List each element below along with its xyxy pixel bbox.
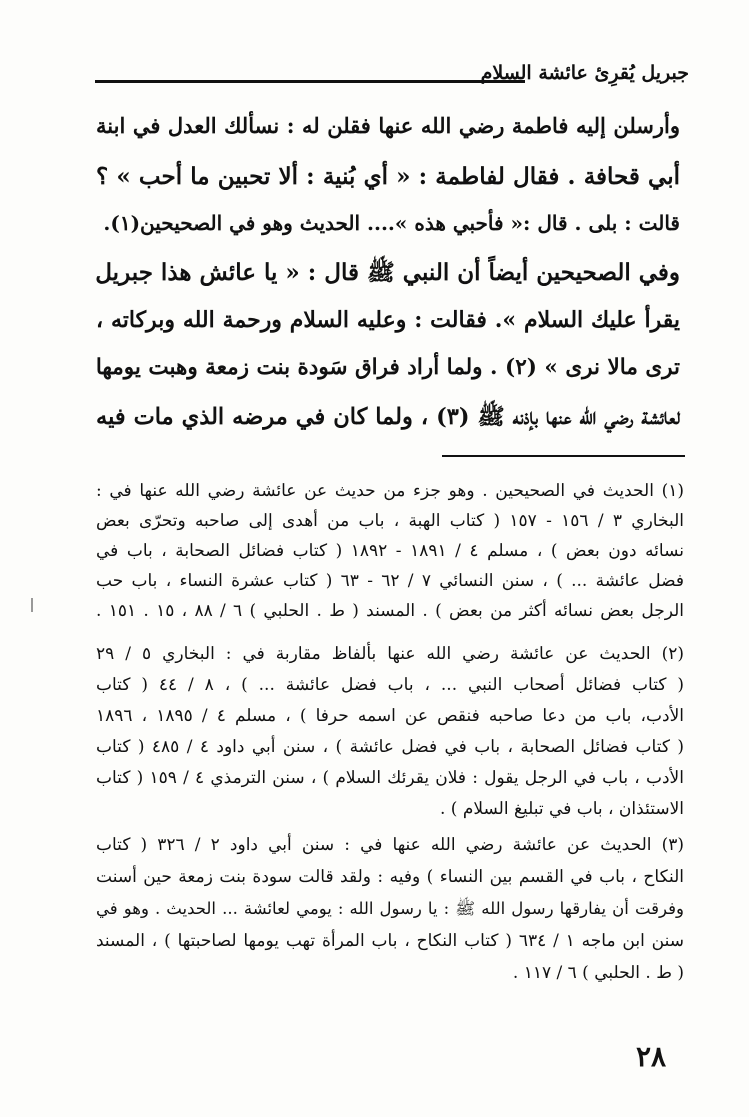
footnote-separator <box>442 455 685 457</box>
page-number: ٢٨ <box>636 1040 667 1073</box>
footnote-line: وفرقت أن يفارقها رسول الله ﷺ : يا رسول الله : يومي لعائشة ... الحديث . وهو في <box>96 899 684 918</box>
footnote-line: سنن ابن ماجه ١ / ٦٣٤ ( كتاب النكاح ، باب المرأة تهب يومها لصاحبتها ) ، المسند <box>96 931 684 951</box>
footnote-line: فضل عائشة ... ) ، سنن النسائي ٧ / ٦٢ - ٦٣ ( كتاب عشرة النساء ، باب حب <box>96 571 684 591</box>
footnote-line: الاستئذان ، باب في تبليغ السلام ) . <box>439 799 684 819</box>
footnote-line: ( كتاب فضائل أصحاب النبي ... ، باب فضل عائشة ... ) ، ٨ / ٤٤ ( كتاب <box>96 675 684 695</box>
footnote-line: (١) الحديث في الصحيحين . وهو جزء من حديث عن عائشة رضي الله عنها في : <box>96 481 684 501</box>
body-line: يقرأ عليك السلام ». فقالت : وعليه السلام ورحمة الله وبركاته ، <box>96 307 680 333</box>
footnote-line: البخاري ٣ / ١٥٦ - ١٥٧ ( كتاب الهبة ، باب من أهدى إلى صاحبه وتحرّى بعض <box>96 511 684 531</box>
footnote-line: ( كتاب فضائل الصحابة ، باب في فضل عائشة ) ، سنن أبي داود ٤ / ٤٨٥ ( كتاب <box>96 737 684 757</box>
footnote-line: نسائه دون بعض ) ، مسلم ٤ / ١٨٩١ - ١٨٩٢ ( كتاب فضائل الصحابة ، باب في <box>96 541 684 561</box>
body-line: ترى مالا نرى » (٢) . ولما أراد فراق سَودة بنت زمعة وهبت يومها <box>95 355 680 380</box>
footnote-line: الأدب، باب من دعا صاحبه فنقص عن اسمه حرفا ) ، مسلم ٤ / ١٨٩٥ ، ١٨٩٦ <box>96 706 684 726</box>
footnote-line: (٣) الحديث عن عائشة رضي الله عنها في : سنن أبي داود ٢ / ٣٢٦ ( كتاب <box>96 835 685 855</box>
body-line: وأرسلن إليه فاطمة رضي الله عنها فقلن له : نسألك العدل في ابنة <box>96 113 680 138</box>
body-line: قالت : بلى . قال :« فأحبي هذه ».... الحديث وهو في الصحيحين(١). <box>103 211 680 235</box>
margin-mark <box>31 598 33 612</box>
footnote-line: الأدب ، باب في الرجل يقول : فلان يقرئك السلام ) ، سنن الترمذي ٤ / ١٥٩ ( كتاب <box>96 768 684 788</box>
running-header-title: جبريل يُقرِئ عائشة السلام <box>480 62 689 84</box>
body-line: أبي قحافة . فقال لفاطمة : « أي بُنية : ألا تحبين ما أحب » ؟ <box>96 163 680 190</box>
body-line: لعائشة رضي الله عنها بإذنه ﷺ (٣) ، ولما كان في مرضه الذي مات فيه <box>96 404 680 430</box>
footnote-line: النكاح ، باب في القسم بين النساء ) وفيه : ولقد قالت سودة بنت زمعة حين أسنت <box>96 867 684 887</box>
footnote-line: الرجل بعض نسائه أكثر من بعض ) . المسند ( ط . الحلبي ) ٦ / ٨٨ ، ١٥ . ١٥١ . <box>96 601 684 621</box>
footnote-line: ( ط . الحلبي ) ٦ / ١١٧ . <box>512 963 684 983</box>
footnote-line: (٢) الحديث عن عائشة رضي الله عنها بألفاظ مقاربة في : البخاري ٥ / ٢٩ <box>96 644 684 664</box>
header-rule <box>95 80 525 83</box>
body-line: وفي الصحيحين أيضاً أن النبي ﷺ قال : « يا عائش هذا جبريل <box>95 259 680 286</box>
